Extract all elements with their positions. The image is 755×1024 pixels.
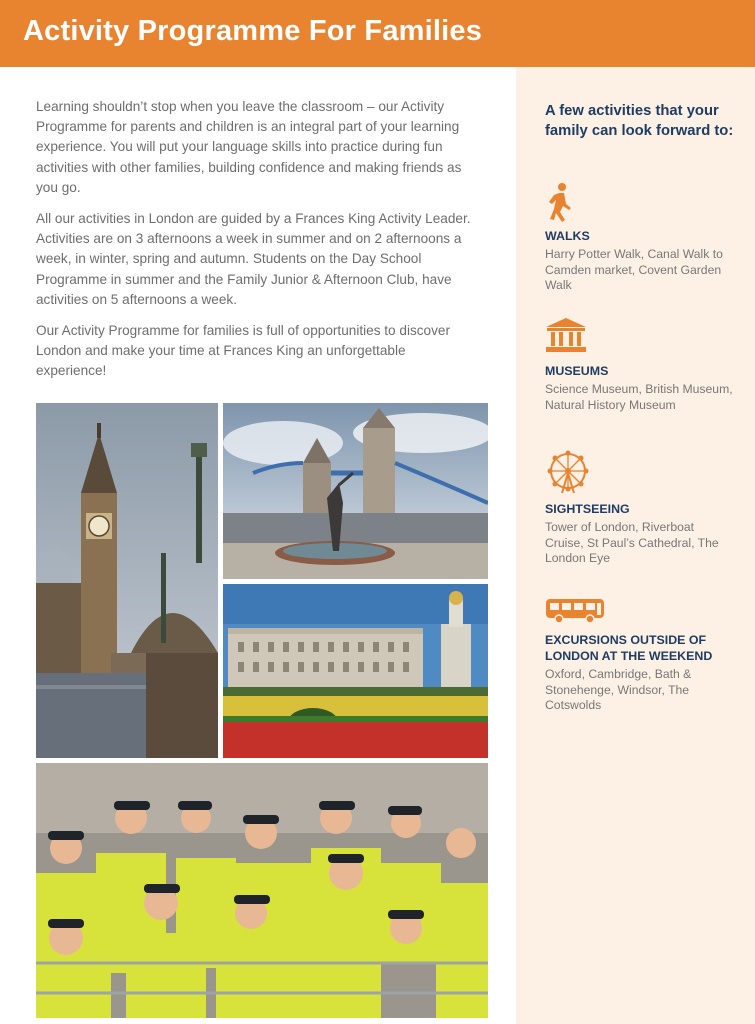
- page-header: [0, 0, 755, 67]
- intro-paragraph-2: All our activities in London are guided by a Frances King Activity Leader. Activities are on 3 afternoons a week in summer and on 2 afternoons a week, in winter, spring and autumn. Students on the Day School Programme in summer and the Family Junior & Afternoon Club, have activities on 5 afternoons a week.: [36, 211, 471, 307]
- tower-bridge-photo: [223, 403, 488, 579]
- activity-excursions: [545, 598, 735, 714]
- activities-sidebar: [516, 67, 755, 1024]
- activity-walks: [545, 182, 735, 294]
- activity-title: EXCURSIONS OUTSIDE OF LONDON AT THE WEEKEND: [545, 633, 713, 663]
- bus-icon: [545, 598, 735, 626]
- ferris-wheel-icon: [545, 449, 735, 495]
- activity-title: MUSEUMS: [545, 364, 609, 378]
- big-ben-photo: [36, 403, 218, 758]
- sidebar-intro: A few activities that your family can look forward to:: [545, 103, 734, 139]
- activity-title: WALKS: [545, 229, 590, 243]
- page-title: Activity Programme For Families: [23, 15, 483, 47]
- museum-icon: [545, 317, 735, 357]
- intro-paragraph-1: Learning shouldn’t stop when you leave the classroom – our Activity Programme for parents and children is an integral part of your learning experience. You will put your language skills into practice during fun activities with other families, building confidence and making friends as you go.: [36, 99, 462, 195]
- activity-description: Tower of London, Riverboat Cruise, St Paul’s Cathedral, The London Eye: [545, 520, 719, 565]
- intro-paragraph-3: Our Activity Programme for families is full of opportunities to discover London and make your time at Frances King an unforgettable experience!: [36, 323, 451, 379]
- activity-description: Harry Potter Walk, Canal Walk to Camden market, Covent Garden Walk: [545, 247, 723, 292]
- activity-sightseeing: [545, 449, 735, 567]
- activity-museums: [545, 317, 735, 413]
- walking-person-icon: [545, 182, 735, 222]
- buckingham-palace-photo: [223, 584, 488, 758]
- children-group-photo: [36, 763, 488, 1018]
- activity-title: SIGHTSEEING: [545, 502, 630, 516]
- activity-description: Science Museum, British Museum, Natural History Museum: [545, 382, 733, 412]
- activity-description: Oxford, Cambridge, Bath & Stonehenge, Windsor, The Cotswolds: [545, 667, 692, 712]
